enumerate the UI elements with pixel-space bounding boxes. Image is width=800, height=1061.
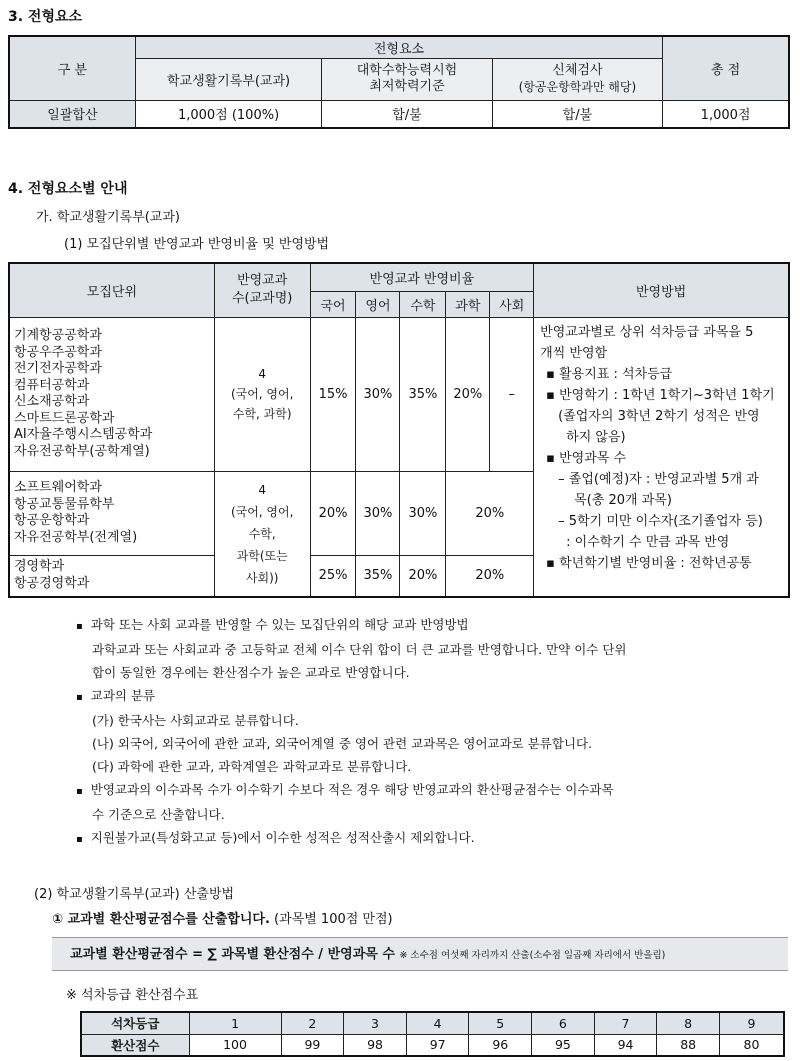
score-cell: 80 (719, 1034, 784, 1056)
score-cell: 98 (344, 1034, 407, 1056)
col-ratio: 반영교과 반영비율 (310, 263, 534, 291)
group1-science: 20% (446, 317, 490, 471)
group3-science-social: 20% (446, 555, 534, 597)
subject-math: 수학 (400, 291, 446, 317)
subject-english: 영어 (356, 291, 400, 317)
grade-cell: 7 (594, 1012, 657, 1034)
grade-cell: 4 (406, 1012, 469, 1034)
notes-block: ▪ 과학 또는 사회 교과를 반영할 수 있는 모집단위의 해당 교과 반영방법 과학교과 또는 사회교과 중 고등학교 전체 이수 단위 합이 더 큰 교과를 반영합니다. 만약 이수 단위 합이 동일한 경우에는 환산점수가 높은 교과로 반영합니다. ▪ 교과의 분류 (가) 한국사는 사회교과로 분류합니다. (나) 외국어, 외국어에 관한 교과, 외국어계열 중 영어 관련 교과목은 영어교과로 분류합니다. (다) 과학에 관한 교과, 과학계열은 과학교과로 분류합니다. ▪ 반영교과의 이수과목 수가 이수학기 수보다 적은 경우 해당 반영교과의 환산평균점수는 이수과목 수 기준으로 산출합니다. ▪ 지원불가교(특성화고교 등)에서 이수한 성적은 성적산출시 제외합니다. (76, 613, 792, 851)
score-cell: 100 (189, 1034, 281, 1056)
grade-row-label: 석차등급 (81, 1012, 189, 1034)
subject-social: 사회 (490, 291, 534, 317)
grade-cell: 9 (719, 1012, 784, 1034)
group2-english: 30% (356, 471, 400, 555)
group2-science-social: 20% (446, 471, 534, 555)
score-row-label: 환산점수 (81, 1034, 189, 1056)
row-label: 일괄합산 (9, 100, 135, 128)
selection-elements-table (8, 35, 790, 129)
method-cell: 반영교과별로 상위 석차등급 과목을 5 개씩 반영함 ▪ 활용지표 : 석차등급 ▪ 반영학기 : 1학년 1학기~3학년 1학기 (졸업자의 3학년 2학기 성적은 반영 하지 않음) ▪ 반영과목 수 – 졸업(예정)자 : 반영교과별 5개 과 목(총 20개 과목) – 5학기 미만 이수자(조기졸업자 등) : 이수학기 수 만큼 과목 반영 ▪ 학년학기별 반영비율 : 전학년공통 (534, 317, 789, 597)
col-group: 전형요소 (135, 36, 662, 58)
score-cell: 96 (469, 1034, 532, 1056)
group1-korean: 15% (310, 317, 356, 471)
col-total: 총 점 (663, 36, 789, 100)
group1-social: – (490, 317, 534, 471)
formula-box: 교과별 환산평균점수 = ∑ 과목별 환산점수 / 반영과목 수 ※ 소수점 여섯째 자리까지 산출(소수점 일곱째 자리에서 반올림) (52, 937, 788, 971)
subsection-1: (1) 모집단위별 반영교과 반영비율 및 반영방법 (64, 237, 330, 252)
subsection-2: (2) 학교생활기록부(교과) 산출방법 (34, 887, 235, 902)
row-school: 1,000점 (100%) (135, 100, 321, 128)
col-school: 학교생활기록부(교과) (135, 58, 321, 100)
score-cell: 95 (532, 1034, 595, 1056)
grade-cell: 2 (281, 1012, 344, 1034)
step1: ① 교과별 환산평균점수를 산출합니다. (과목별 100점 만점) (52, 912, 393, 927)
col-count: 반영교과 수(교과명) (214, 263, 310, 317)
unit-ratio-table (8, 262, 790, 598)
section3-title: 3. 전형요소 (8, 9, 83, 25)
group2-korean: 20% (310, 471, 356, 555)
col-gubun: 구 분 (9, 36, 135, 100)
grade-cell: 1 (189, 1012, 281, 1034)
group1-math: 35% (400, 317, 446, 471)
grade-cell: 3 (344, 1012, 407, 1034)
section4-title: 4. 전형요소별 안내 (8, 181, 128, 197)
group1-units: 기계항공공학과 항공우주공학과 전기전자공학과 컴퓨터공학과 신소재공학과 스마트드론공학과 AI자율주행시스템공학과 자유전공학부(공학계열) (9, 317, 214, 471)
grade-score-table (80, 1011, 785, 1057)
score-cell: 99 (281, 1034, 344, 1056)
score-cell: 97 (406, 1034, 469, 1056)
subject-korean: 국어 (310, 291, 356, 317)
grade-cell: 6 (532, 1012, 595, 1034)
row-suneung: 합/불 (322, 100, 492, 128)
row-body: 합/불 (492, 100, 662, 128)
group3-english: 35% (356, 555, 400, 597)
score-cell: 94 (594, 1034, 657, 1056)
group3-units: 경영학과 항공경영학과 (9, 555, 214, 597)
group2-math: 30% (400, 471, 446, 555)
group1-english: 30% (356, 317, 400, 471)
subject-science: 과학 (446, 291, 490, 317)
subsection-ga: 가. 학교생활기록부(교과) (36, 210, 180, 225)
col-body: 신체검사 (항공운항학과만 해당) (492, 58, 662, 100)
group3-math: 20% (400, 555, 446, 597)
col-method: 반영방법 (534, 263, 789, 317)
group3-korean: 25% (310, 555, 356, 597)
grade-cell: 8 (657, 1012, 720, 1034)
score-cell: 88 (657, 1034, 720, 1056)
grade-table-title: ※ 석차등급 환산점수표 (66, 988, 199, 1003)
grade-cell: 5 (469, 1012, 532, 1034)
group23-count: 4 (국어, 영어, 수학, 과학(또는 사회)) (214, 471, 310, 597)
group1-count: 4 (국어, 영어, 수학, 과학) (214, 317, 310, 471)
row-total: 1,000점 (663, 100, 789, 128)
col-suneung: 대학수학능력시험 최저학력기준 (322, 58, 492, 100)
group2-units: 소프트웨어학과 항공교통물류학부 항공운항학과 자유전공학부(전계열) (9, 471, 214, 555)
col-unit: 모집단위 (9, 263, 214, 317)
